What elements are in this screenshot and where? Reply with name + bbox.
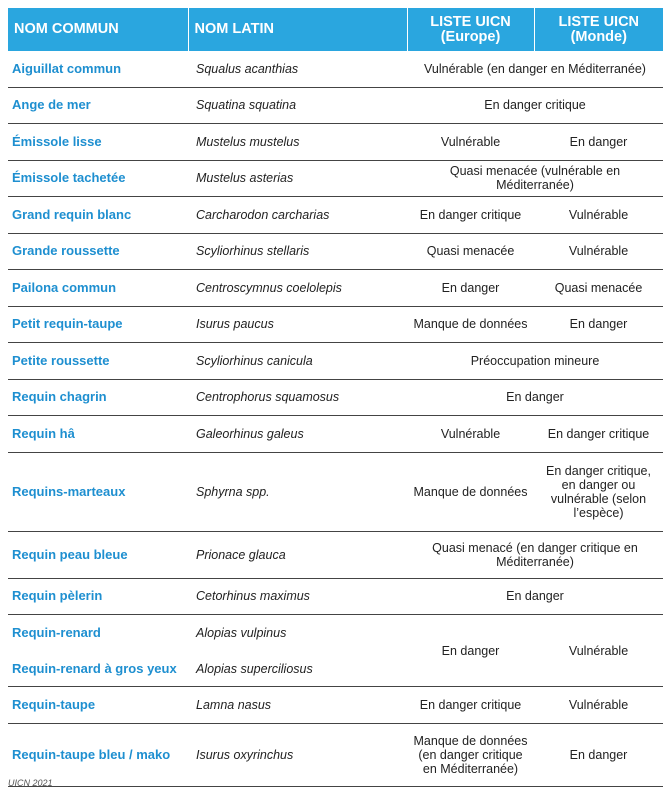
table-row: [8, 687, 663, 724]
iucn-status-world-cell: En danger: [534, 306, 663, 343]
common-name-cell: Requin-taupe bleu / mako: [8, 723, 188, 786]
table-row: [8, 416, 663, 453]
iucn-status-europe-cell: Vulnérable: [407, 416, 534, 453]
iucn-shark-table: [8, 8, 663, 787]
iucn-status-europe-cell: Vulnérable: [407, 124, 534, 161]
table-row: [8, 233, 663, 270]
table-row: [8, 197, 663, 234]
latin-name-cell: Mustelus asterias: [188, 160, 407, 197]
table-body: [8, 51, 663, 786]
latin-name-cell: Prionace glauca: [188, 531, 407, 578]
latin-name-cell: Squalus acanthias: [188, 51, 407, 87]
table-row: [8, 379, 663, 416]
common-name-cell: Requin hâ: [8, 416, 188, 453]
header-latin-name: NOM LATIN: [188, 8, 407, 51]
iucn-status-europe-cell: En danger: [407, 615, 534, 687]
iucn-table-container: [8, 8, 663, 787]
common-name-cell: Aiguillat commun: [8, 51, 188, 87]
iucn-status-world-cell: Vulnérable: [534, 197, 663, 234]
common-name-cell: Requin pèlerin: [8, 578, 188, 615]
iucn-status-europe-cell: Quasi menacée: [407, 233, 534, 270]
iucn-status-europe-cell: Manque de données (en danger critique en Méditerranée): [407, 723, 534, 786]
header-common-name: NOM COMMUN: [8, 8, 188, 51]
iucn-status-europe-cell: Manque de données: [407, 306, 534, 343]
common-name-cell: Requin-renard à gros yeux: [8, 651, 188, 687]
common-name-cell: Petit requin-taupe: [8, 306, 188, 343]
latin-name-cell: Sphyrna spp.: [188, 452, 407, 531]
table-row: [8, 531, 663, 578]
table-row: [8, 160, 663, 197]
latin-name-cell: Lamna nasus: [188, 687, 407, 724]
latin-name-cell: Squatina squatina: [188, 87, 407, 124]
table-row: [8, 343, 663, 380]
iucn-status-world-cell: En danger critique: [534, 416, 663, 453]
table-row: [8, 51, 663, 87]
common-name-cell: Requin-renard: [12, 624, 101, 640]
latin-name-cell: Scyliorhinus stellaris: [188, 233, 407, 270]
common-name-cell: Grand requin blanc: [8, 197, 188, 234]
latin-name-cell: Alopias vulpinus: [196, 625, 287, 640]
common-name-cell: Requin-taupe: [8, 687, 188, 724]
latin-name-cell: Cetorhinus maximus: [188, 578, 407, 615]
common-name-cell: Petite roussette: [8, 343, 188, 380]
common-name-cell: Requin peau bleue: [8, 531, 188, 578]
common-name-cell: Requin chagrin: [8, 379, 188, 416]
table-row: [8, 124, 663, 161]
header-iucn-europe: LISTE UICN (Europe): [407, 8, 534, 51]
iucn-status-europe-cell: En danger: [407, 270, 534, 307]
iucn-status-world-cell: En danger critique, en danger ou vulnérable (selon l’espèce): [534, 452, 663, 531]
iucn-status-world-cell: Vulnérable: [534, 233, 663, 270]
table-row: [8, 270, 663, 307]
iucn-status-merged-cell: Quasi menacé (en danger critique en Méditerranée): [407, 531, 663, 578]
iucn-status-world-cell: Vulnérable: [534, 615, 663, 687]
iucn-status-merged-cell: Quasi menacée (vulnérable en Méditerranée): [407, 160, 663, 197]
iucn-status-merged-cell: Vulnérable (en danger en Méditerranée): [407, 51, 663, 87]
iucn-status-world-cell: Vulnérable: [534, 687, 663, 724]
table-row: [8, 723, 663, 786]
table-row: [8, 615, 663, 651]
iucn-status-world-cell: En danger: [534, 124, 663, 161]
table-row: [8, 306, 663, 343]
common-name-cell: Ange de mer: [8, 87, 188, 124]
latin-name-cell: Galeorhinus galeus: [188, 416, 407, 453]
latin-name-cell: Centrophorus squamosus: [188, 379, 407, 416]
iucn-status-merged-cell: En danger critique: [407, 87, 663, 124]
iucn-status-merged-cell: En danger: [407, 379, 663, 416]
latin-name-cell: Carcharodon carcharias: [188, 197, 407, 234]
table-row: [8, 87, 663, 124]
table-row: [8, 452, 663, 531]
latin-name-cell: Alopias superciliosus: [188, 651, 407, 687]
table-header-row: [8, 8, 663, 51]
source-note: UICN 2021: [8, 778, 53, 788]
latin-name-cell: Centroscymnus coelolepis: [188, 270, 407, 307]
latin-name-cell: Scyliorhinus canicula: [188, 343, 407, 380]
latin-name-cell: Isurus paucus: [188, 306, 407, 343]
latin-name-cell: Isurus oxyrinchus: [188, 723, 407, 786]
common-name-cell: Émissole lisse: [8, 124, 188, 161]
iucn-status-merged-cell: Préoccupation mineure: [407, 343, 663, 380]
header-iucn-world: LISTE UICN (Monde): [534, 8, 663, 51]
iucn-status-world-cell: Quasi menacée: [534, 270, 663, 307]
table-row: [8, 578, 663, 615]
iucn-status-europe-cell: En danger critique: [407, 687, 534, 724]
latin-name-cell: Mustelus mustelus: [188, 124, 407, 161]
iucn-status-world-cell: En danger: [534, 723, 663, 786]
iucn-status-europe-cell: Manque de données: [407, 452, 534, 531]
iucn-status-merged-cell: En danger: [407, 578, 663, 615]
common-name-cell: Émissole tachetée: [8, 160, 188, 197]
common-name-cell: Grande roussette: [8, 233, 188, 270]
common-name-cell: Pailona commun: [8, 270, 188, 307]
common-name-cell: Requins-marteaux: [8, 452, 188, 531]
iucn-status-europe-cell: En danger critique: [407, 197, 534, 234]
